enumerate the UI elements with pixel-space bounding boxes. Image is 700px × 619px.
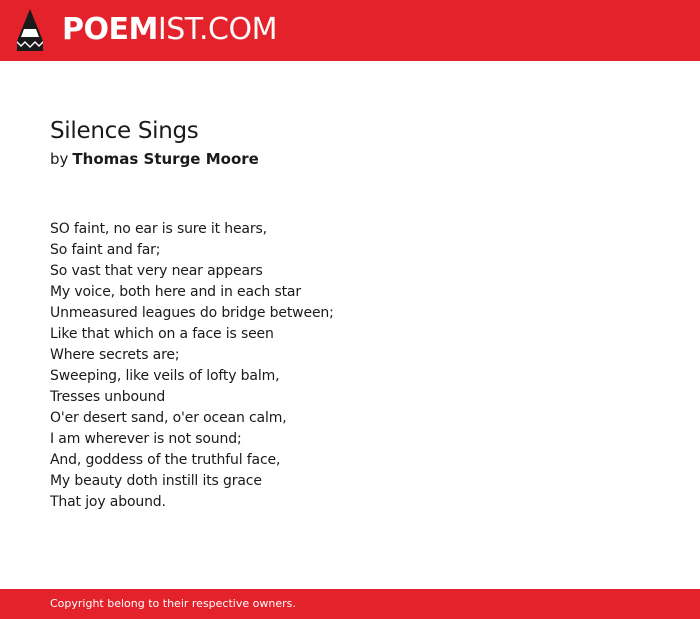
poem-line: My beauty doth instill its grace	[50, 473, 262, 489]
poem-line: I am wherever is not sound;	[50, 431, 242, 447]
poem-title: Silence Sings	[50, 118, 199, 144]
poem-line: So faint and far;	[50, 242, 161, 258]
poem-line: And, goddess of the truthful face,	[50, 452, 281, 468]
poem-line: That joy abound.	[50, 494, 166, 510]
site-header	[0, 0, 700, 61]
logo-light-text: IST.COM	[157, 12, 277, 47]
poem-line: SO faint, no ear is sure it hears,	[50, 221, 267, 237]
poem-line: O'er desert sand, o'er ocean calm,	[50, 410, 287, 426]
poem-line: Sweeping, like veils of lofty balm,	[50, 368, 280, 384]
poem-body	[50, 219, 334, 513]
site-logo[interactable]	[62, 13, 277, 47]
pencil-icon[interactable]	[17, 9, 43, 51]
poem-line: Where secrets are;	[50, 347, 180, 363]
logo-bold-text: POEM	[62, 12, 158, 47]
copyright-text: Copyright belong to their respective owners.	[50, 597, 296, 610]
poem-line: So vast that very near appears	[50, 263, 263, 279]
poem-line: My voice, both here and in each star	[50, 284, 301, 300]
byline	[50, 149, 259, 169]
author-name: Thomas Sturge Moore	[72, 150, 259, 168]
poem-line: Like that which on a face is seen	[50, 326, 274, 342]
poem-line: Tresses unbound	[50, 389, 166, 405]
by-label: by	[50, 150, 69, 168]
poem-line: Unmeasured leagues do bridge between;	[50, 305, 334, 321]
site-footer	[0, 589, 700, 619]
